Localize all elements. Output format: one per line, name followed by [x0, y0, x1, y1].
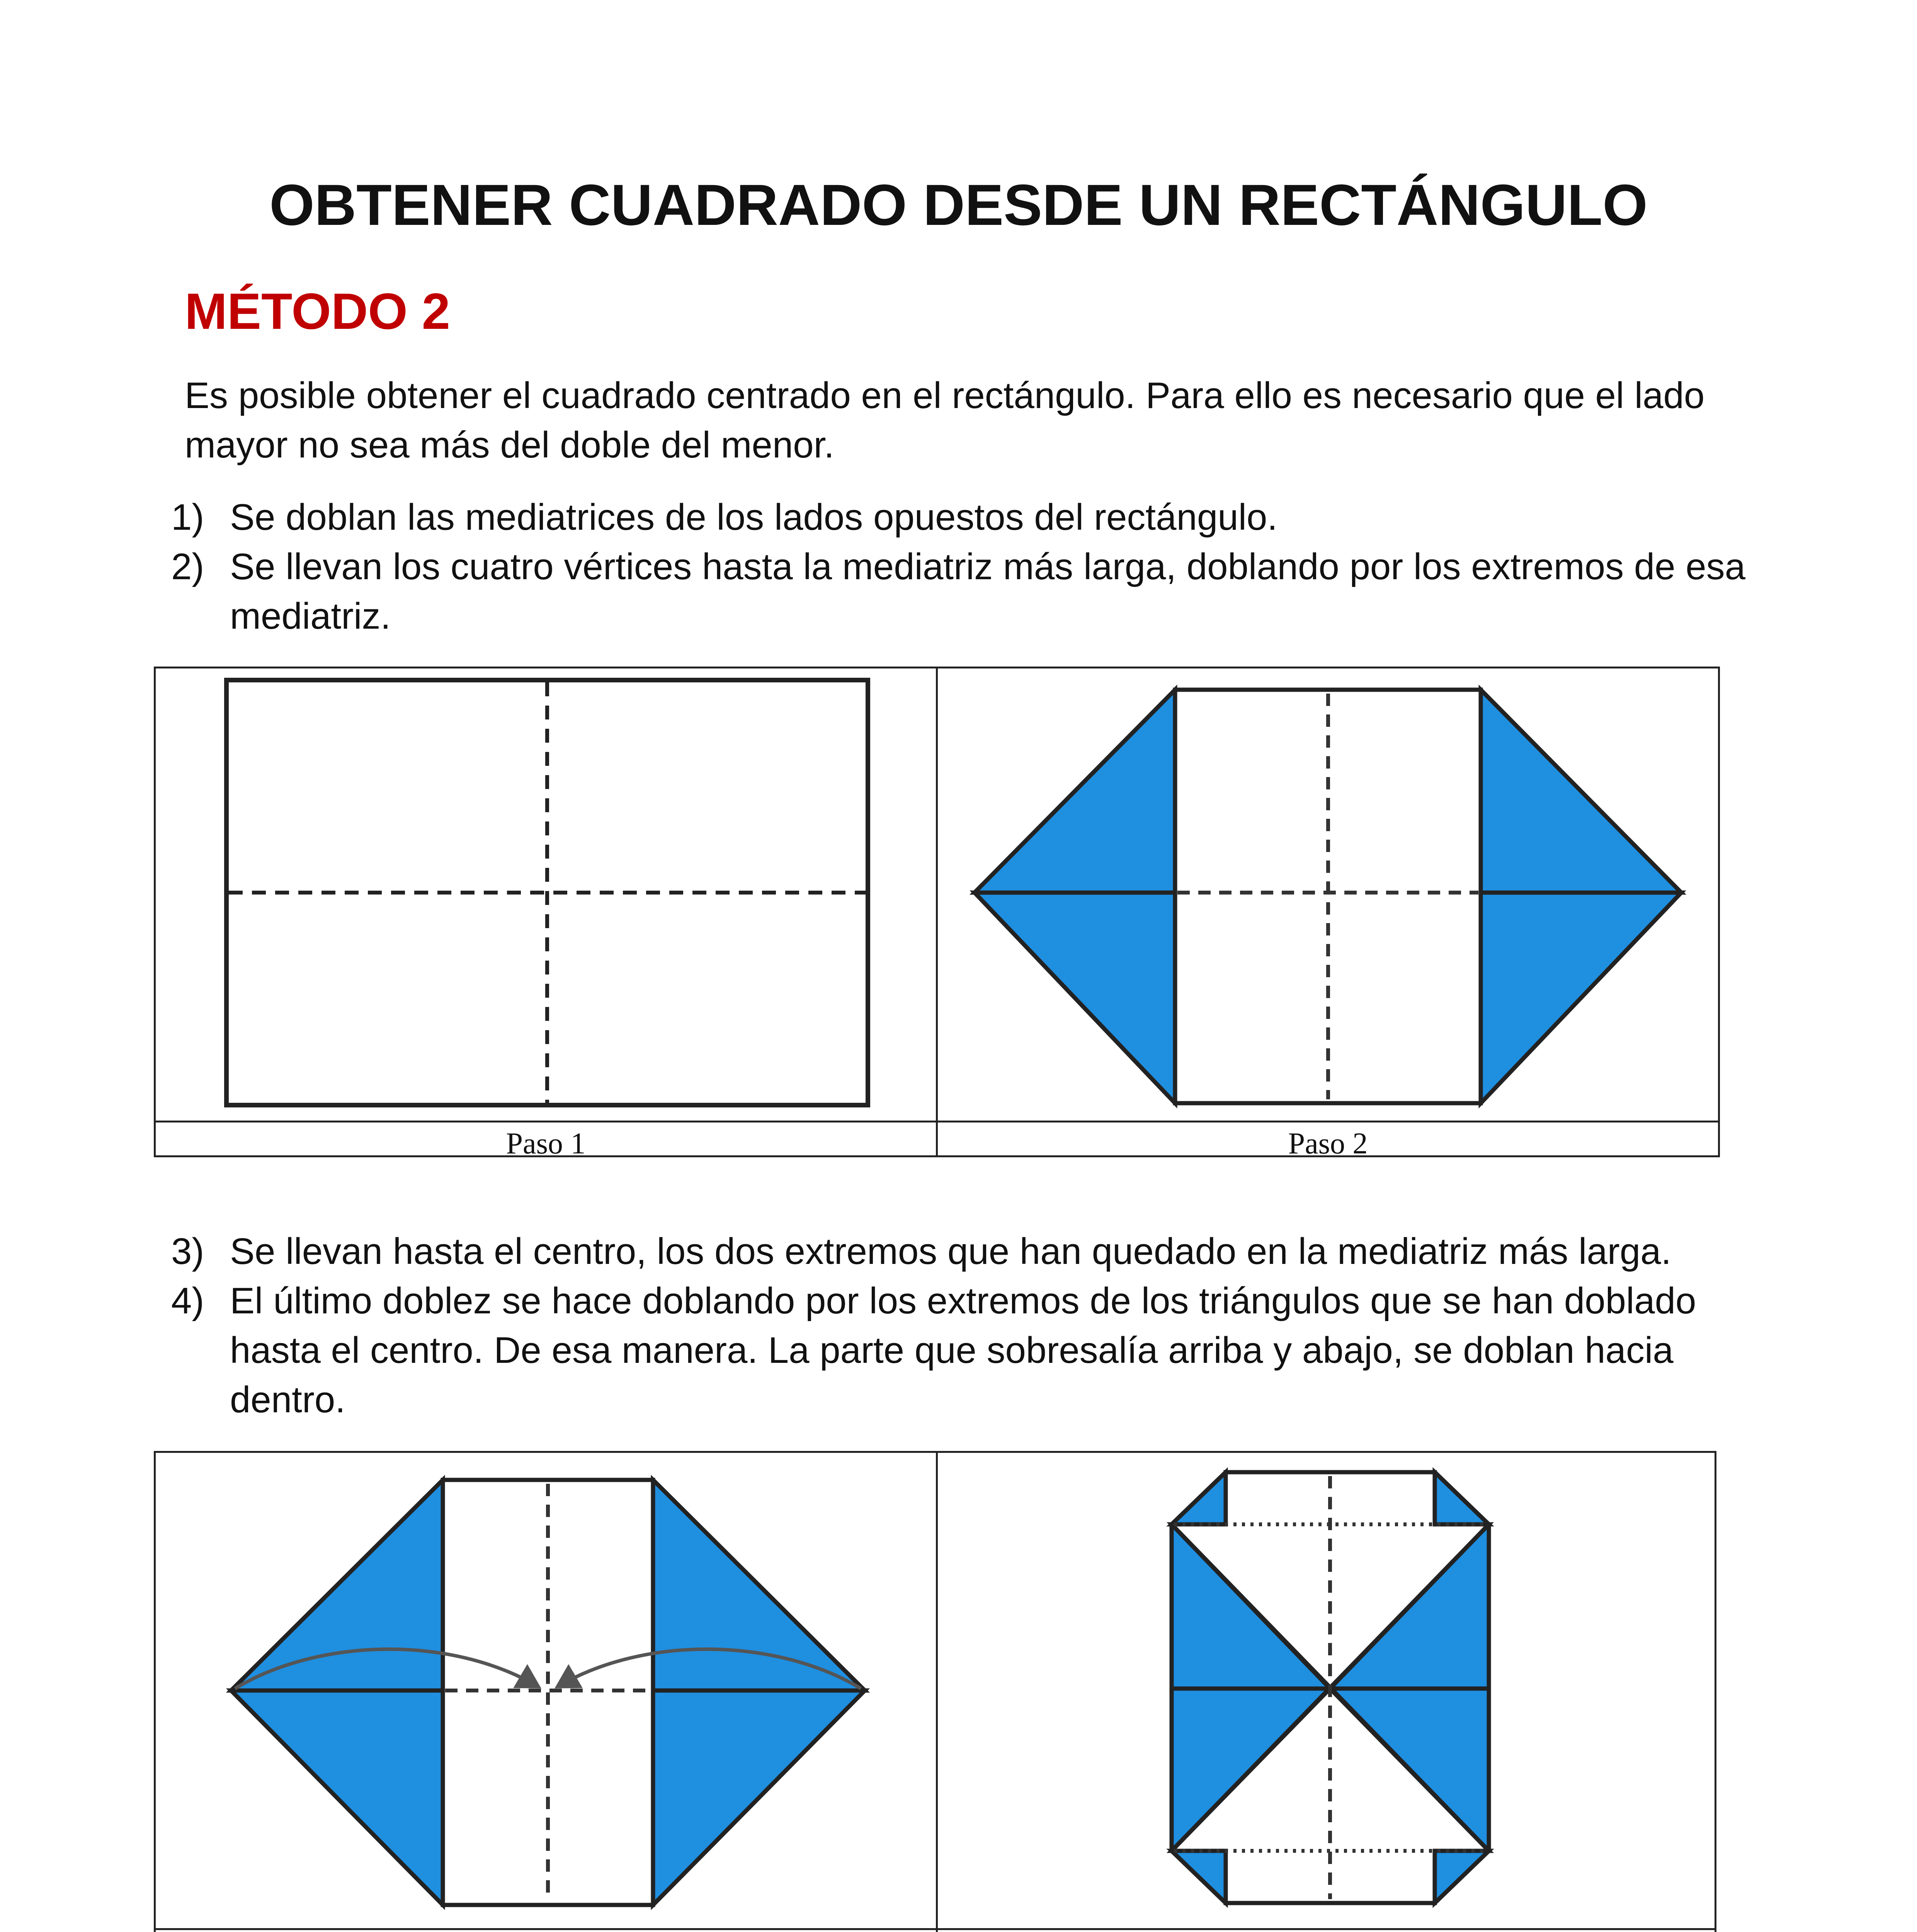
step-text: El último doblez se hace doblando por los extremos de los triángulos que se han doblado hasta el centro. De esa manera. La parte que sobresalía arriba y abajo, se doblan hacia dentro. [230, 1280, 1696, 1420]
paso-3-diagram [156, 1453, 938, 1928]
figure-table-2 [154, 1451, 1716, 1932]
step-text: Se llevan los cuatro vértices hasta la mediatriz más larga, doblando por los extremos de esa mediatriz. [230, 546, 1745, 637]
caption-paso-2: Paso 2 [1288, 1126, 1368, 1160]
step-text: Se doblan las mediatrices de los lados opuestos del rectángulo. [230, 497, 1278, 538]
figure-cell-paso-2 [938, 668, 1718, 1160]
steps-list-1 [171, 493, 1769, 641]
step-number: 1) [171, 497, 204, 538]
figure-table-1 [154, 667, 1720, 1160]
step-number: 3) [171, 1231, 204, 1272]
method-heading: MÉTODO 2 [185, 283, 451, 340]
steps-list-2 [171, 1227, 1788, 1425]
step-item [171, 542, 1769, 641]
step-item [171, 1276, 1788, 1425]
paso-4-diagram [938, 1453, 1715, 1928]
figure-cell-paso-3 [156, 1453, 938, 1932]
step-number: 2) [171, 546, 204, 587]
page-title: OBTENER CUADRADO DESDE UN RECTÁNGULO [269, 172, 1648, 237]
paso-2-diagram [938, 668, 1718, 1121]
step-text: Se llevan hasta el centro, los dos extremos que han quedado en la mediatriz más larga. [230, 1231, 1672, 1272]
step-number: 4) [171, 1280, 204, 1321]
step-item [171, 1227, 1788, 1276]
caption-paso-1: Paso 1 [506, 1126, 586, 1160]
paso-1-diagram [156, 668, 938, 1121]
step-item [171, 493, 1769, 542]
figure-cell-paso-4 [938, 1453, 1715, 1932]
intro-paragraph: Es posible obtener el cuadrado centrado en el rectángulo. Para ello es necesario que el lado mayor no sea más del doble del menor. [185, 375, 1705, 466]
figure-cell-paso-1 [156, 668, 938, 1160]
